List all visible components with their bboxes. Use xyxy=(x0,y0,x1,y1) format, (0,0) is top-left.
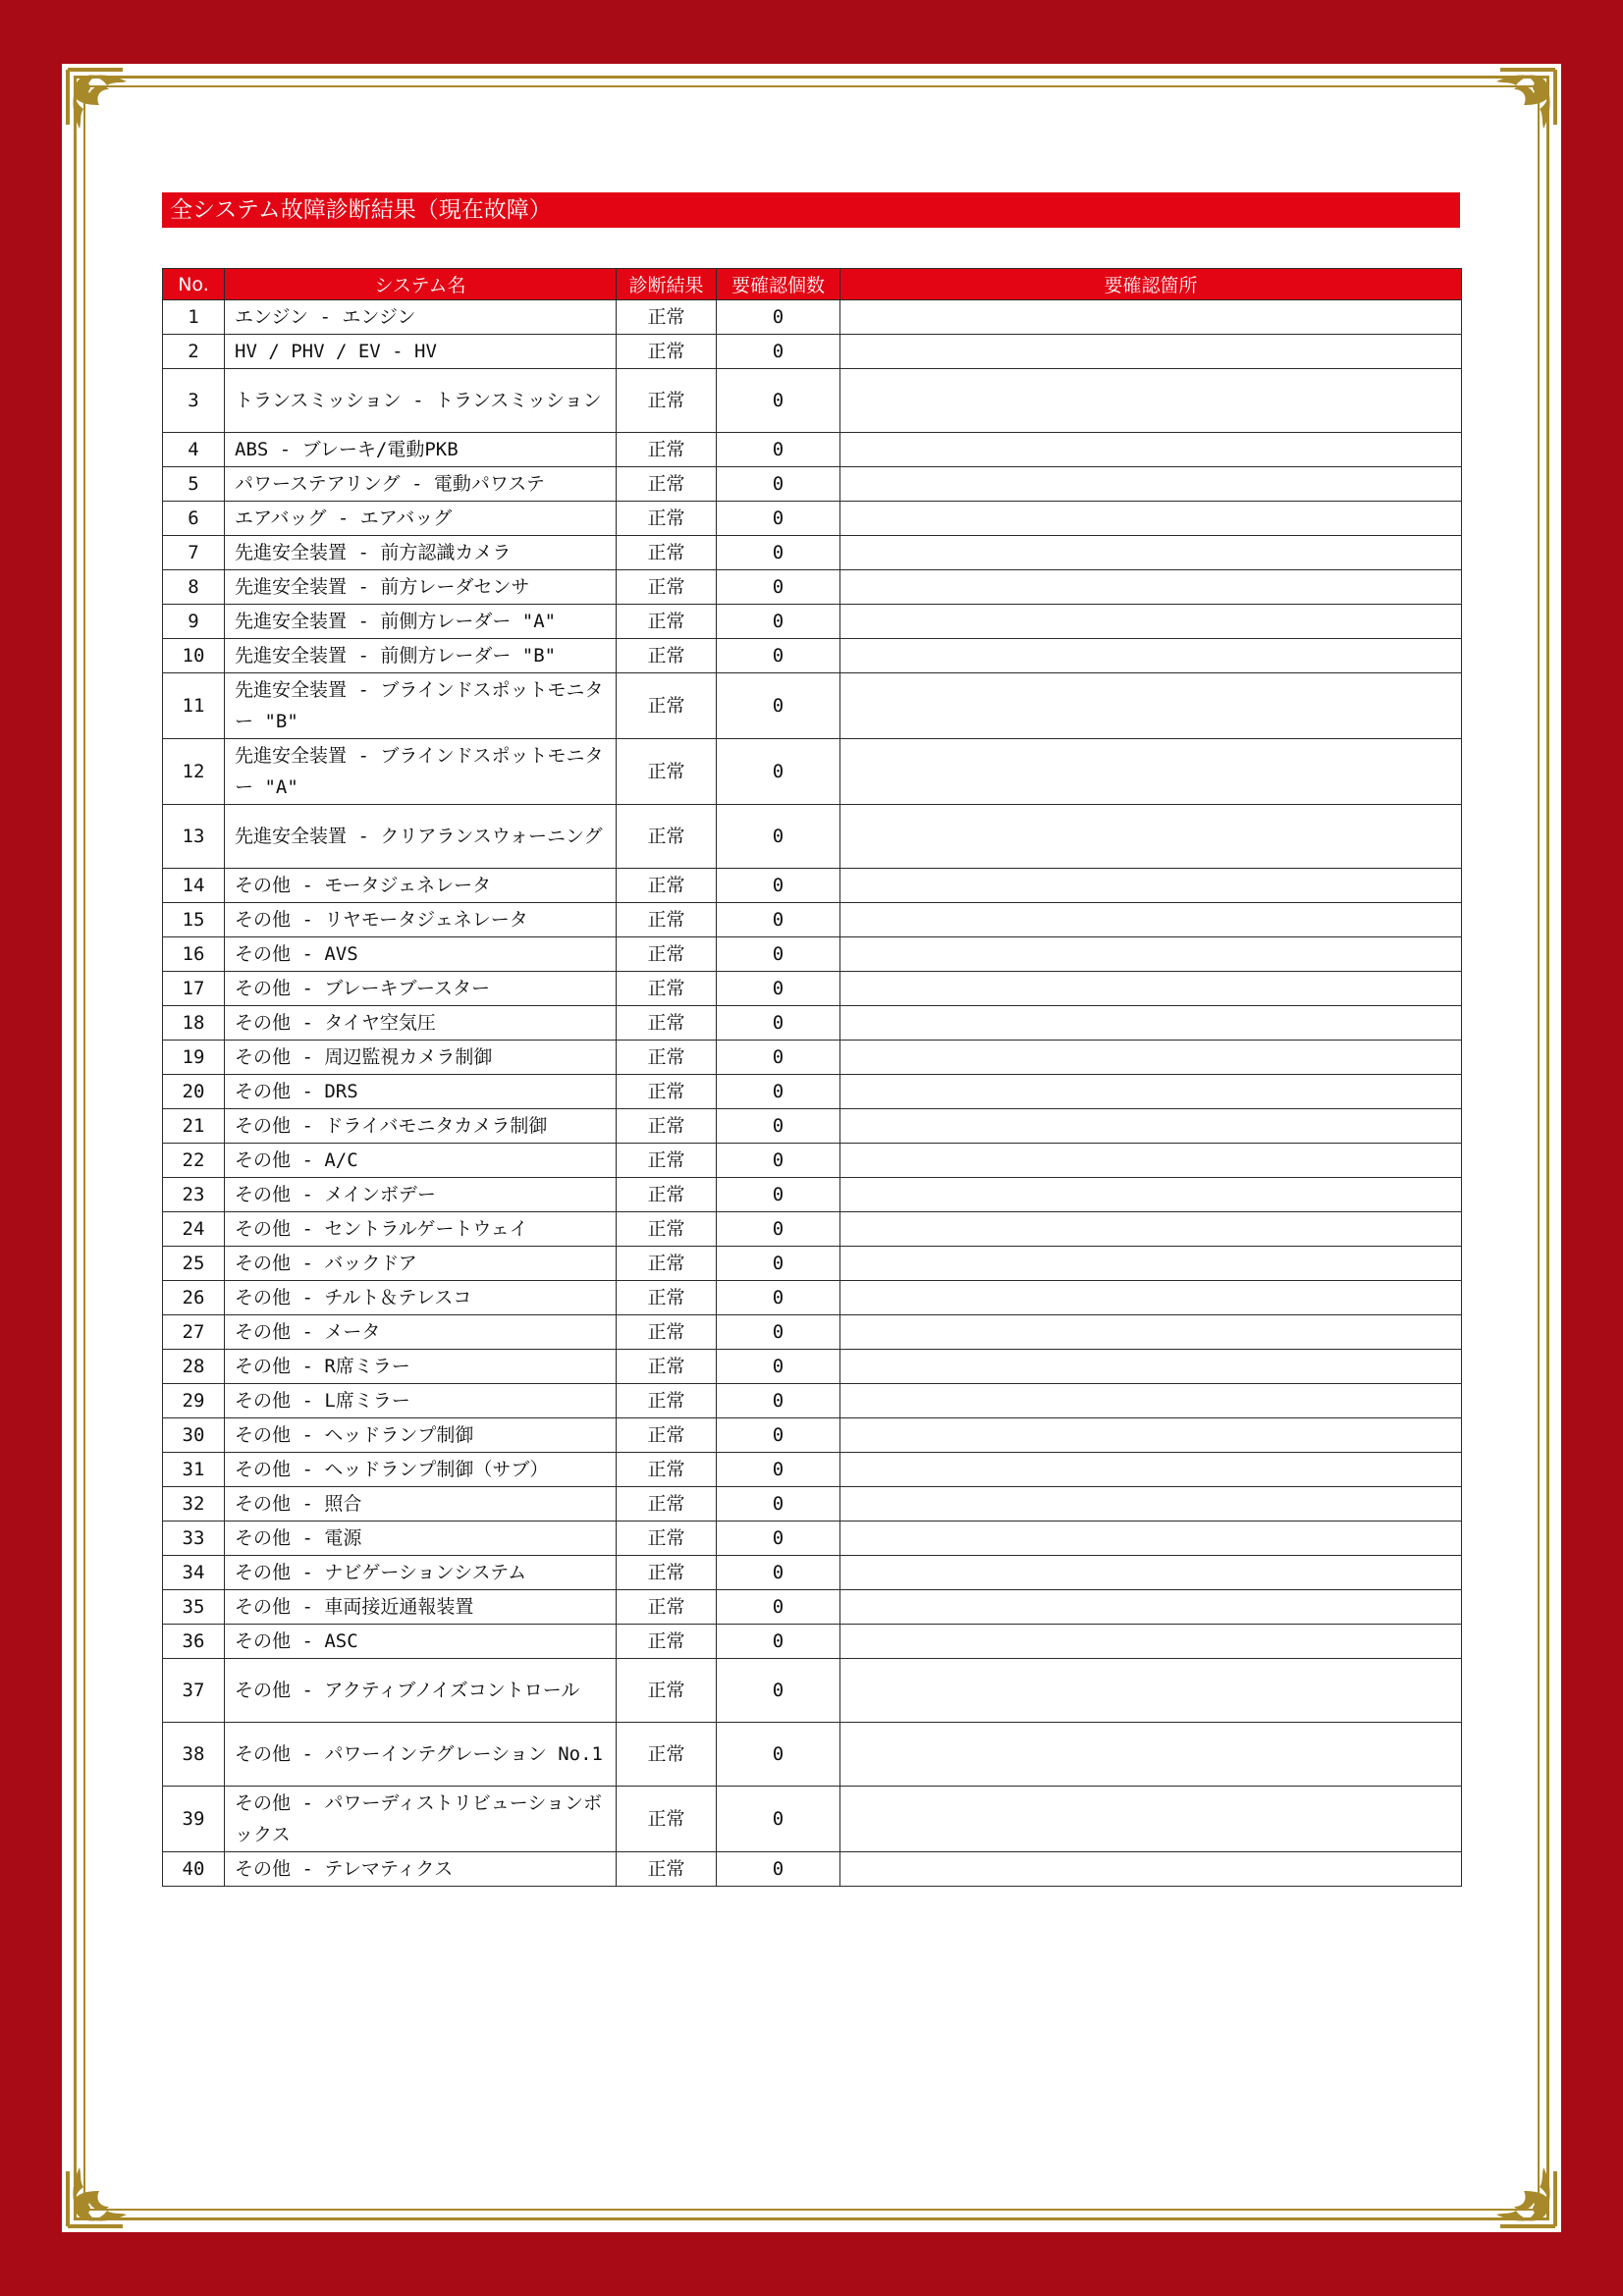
check-count: 0 xyxy=(717,673,840,739)
check-count: 0 xyxy=(717,1522,840,1556)
diagnosis-result: 正常 xyxy=(617,1522,717,1556)
table-row xyxy=(163,1247,1462,1281)
check-count: 0 xyxy=(717,1659,840,1723)
check-location xyxy=(840,1109,1462,1144)
check-count: 0 xyxy=(717,739,840,805)
system-name: その他 - ASC xyxy=(225,1625,617,1659)
check-count: 0 xyxy=(717,1315,840,1350)
check-count: 0 xyxy=(717,1556,840,1590)
row-number: 9 xyxy=(163,605,225,639)
row-number: 34 xyxy=(163,1556,225,1590)
diagnosis-result: 正常 xyxy=(617,1487,717,1522)
check-location xyxy=(840,972,1462,1006)
table-row xyxy=(163,1350,1462,1384)
row-number: 27 xyxy=(163,1315,225,1350)
check-count: 0 xyxy=(717,369,840,433)
table-row xyxy=(163,1659,1462,1723)
diagnosis-result: 正常 xyxy=(617,903,717,937)
check-count: 0 xyxy=(717,639,840,673)
table-row xyxy=(163,467,1462,502)
row-number: 12 xyxy=(163,739,225,805)
row-number: 37 xyxy=(163,1659,225,1723)
check-count: 0 xyxy=(717,502,840,536)
check-count: 0 xyxy=(717,1006,840,1041)
check-location xyxy=(840,1625,1462,1659)
table-row xyxy=(163,1522,1462,1556)
check-location xyxy=(840,536,1462,570)
corner-ornament-icon xyxy=(64,66,158,160)
check-count: 0 xyxy=(717,1281,840,1315)
row-number: 23 xyxy=(163,1178,225,1212)
table-header-row xyxy=(163,269,1462,300)
diagnosis-table xyxy=(162,268,1462,1887)
check-location xyxy=(840,335,1462,369)
diagnosis-result: 正常 xyxy=(617,1315,717,1350)
diagnosis-result: 正常 xyxy=(617,502,717,536)
row-number: 36 xyxy=(163,1625,225,1659)
system-name: パワーステアリング - 電動パワステ xyxy=(225,467,617,502)
table-row xyxy=(163,1625,1462,1659)
check-count: 0 xyxy=(717,1418,840,1453)
system-name: その他 - ヘッドランプ制御 xyxy=(225,1418,617,1453)
diagnosis-result: 正常 xyxy=(617,1109,717,1144)
check-count: 0 xyxy=(717,1212,840,1247)
table-row xyxy=(163,1041,1462,1075)
system-name: エアバッグ - エアバッグ xyxy=(225,502,617,536)
check-count: 0 xyxy=(717,1350,840,1384)
check-location xyxy=(840,1384,1462,1418)
diagnosis-result: 正常 xyxy=(617,673,717,739)
column-header-no: No. xyxy=(163,269,225,300)
diagnosis-result: 正常 xyxy=(617,1041,717,1075)
row-number: 2 xyxy=(163,335,225,369)
check-location xyxy=(840,1723,1462,1787)
check-location xyxy=(840,570,1462,605)
check-location xyxy=(840,1852,1462,1887)
system-name: その他 - モータジェネレータ xyxy=(225,869,617,903)
check-location xyxy=(840,502,1462,536)
row-number: 10 xyxy=(163,639,225,673)
system-name: その他 - A/C xyxy=(225,1144,617,1178)
check-location xyxy=(840,1350,1462,1384)
check-count: 0 xyxy=(717,433,840,467)
diagnosis-result: 正常 xyxy=(617,335,717,369)
table-row xyxy=(163,1315,1462,1350)
system-name: HV / PHV / EV - HV xyxy=(225,335,617,369)
row-number: 16 xyxy=(163,937,225,972)
check-location xyxy=(840,369,1462,433)
table-row xyxy=(163,1384,1462,1418)
diagnosis-result: 正常 xyxy=(617,1144,717,1178)
diagnosis-result: 正常 xyxy=(617,739,717,805)
check-count: 0 xyxy=(717,570,840,605)
system-name: ABS - ブレーキ/電動PKB xyxy=(225,433,617,467)
table-row xyxy=(163,369,1462,433)
table-row xyxy=(163,1487,1462,1522)
system-name: 先進安全装置 - ブラインドスポットモニター "B" xyxy=(225,673,617,739)
table-row xyxy=(163,1590,1462,1625)
system-name: その他 - ヘッドランプ制御（サブ） xyxy=(225,1453,617,1487)
row-number: 35 xyxy=(163,1590,225,1625)
system-name: その他 - パワーディストリビューションボックス xyxy=(225,1787,617,1852)
diagnosis-result: 正常 xyxy=(617,605,717,639)
system-name: 先進安全装置 - 前方レーダセンサ xyxy=(225,570,617,605)
diagnosis-result: 正常 xyxy=(617,467,717,502)
row-number: 21 xyxy=(163,1109,225,1144)
diagnosis-result: 正常 xyxy=(617,1659,717,1723)
check-location xyxy=(840,1487,1462,1522)
row-number: 3 xyxy=(163,369,225,433)
check-location xyxy=(840,1006,1462,1041)
table-row xyxy=(163,805,1462,869)
row-number: 40 xyxy=(163,1852,225,1887)
system-name: その他 - AVS xyxy=(225,937,617,972)
corner-ornament-icon xyxy=(64,2136,158,2230)
check-location xyxy=(840,1247,1462,1281)
table-row xyxy=(163,1006,1462,1041)
check-location xyxy=(840,1453,1462,1487)
check-location xyxy=(840,467,1462,502)
check-location xyxy=(840,1281,1462,1315)
table-row xyxy=(163,502,1462,536)
check-location xyxy=(840,1178,1462,1212)
check-count: 0 xyxy=(717,869,840,903)
diagnosis-result: 正常 xyxy=(617,1006,717,1041)
check-location xyxy=(840,605,1462,639)
check-location xyxy=(840,739,1462,805)
row-number: 39 xyxy=(163,1787,225,1852)
table-row xyxy=(163,1144,1462,1178)
row-number: 28 xyxy=(163,1350,225,1384)
table-row xyxy=(163,570,1462,605)
corner-ornament-icon xyxy=(1465,66,1559,160)
diagnosis-result: 正常 xyxy=(617,570,717,605)
row-number: 24 xyxy=(163,1212,225,1247)
diagnosis-result: 正常 xyxy=(617,869,717,903)
diagnosis-result: 正常 xyxy=(617,937,717,972)
system-name: 先進安全装置 - 前方認識カメラ xyxy=(225,536,617,570)
diagnosis-result: 正常 xyxy=(617,536,717,570)
check-count: 0 xyxy=(717,1075,840,1109)
check-count: 0 xyxy=(717,1109,840,1144)
table-row xyxy=(163,972,1462,1006)
diagnosis-result: 正常 xyxy=(617,805,717,869)
check-count: 0 xyxy=(717,805,840,869)
check-count: 0 xyxy=(717,1144,840,1178)
diagnosis-result: 正常 xyxy=(617,1247,717,1281)
check-count: 0 xyxy=(717,1041,840,1075)
row-number: 38 xyxy=(163,1723,225,1787)
row-number: 13 xyxy=(163,805,225,869)
table-row xyxy=(163,1212,1462,1247)
row-number: 4 xyxy=(163,433,225,467)
report-title: 全システム故障診断結果（現在故障） xyxy=(162,192,1460,228)
system-name: 先進安全装置 - クリアランスウォーニング xyxy=(225,805,617,869)
check-location xyxy=(840,433,1462,467)
table-row xyxy=(163,605,1462,639)
diagnosis-result: 正常 xyxy=(617,1852,717,1887)
table-row xyxy=(163,673,1462,739)
row-number: 31 xyxy=(163,1453,225,1487)
row-number: 6 xyxy=(163,502,225,536)
diagnosis-result: 正常 xyxy=(617,1787,717,1852)
check-location xyxy=(840,1144,1462,1178)
check-count: 0 xyxy=(717,300,840,335)
system-name: その他 - ドライバモニタカメラ制御 xyxy=(225,1109,617,1144)
column-header-system: システム名 xyxy=(225,269,617,300)
check-count: 0 xyxy=(717,1787,840,1852)
row-number: 25 xyxy=(163,1247,225,1281)
check-location xyxy=(840,639,1462,673)
diagnosis-result: 正常 xyxy=(617,1075,717,1109)
diagnosis-result: 正常 xyxy=(617,1384,717,1418)
check-location xyxy=(840,869,1462,903)
row-number: 22 xyxy=(163,1144,225,1178)
table-row xyxy=(163,1852,1462,1887)
check-count: 0 xyxy=(717,1852,840,1887)
system-name: その他 - セントラルゲートウェイ xyxy=(225,1212,617,1247)
system-name: その他 - 車両接近通報装置 xyxy=(225,1590,617,1625)
diagnosis-result: 正常 xyxy=(617,972,717,1006)
table-row xyxy=(163,639,1462,673)
table-row xyxy=(163,1453,1462,1487)
diagnosis-result: 正常 xyxy=(617,1212,717,1247)
table-row xyxy=(163,1556,1462,1590)
table-row xyxy=(163,739,1462,805)
row-number: 5 xyxy=(163,467,225,502)
check-count: 0 xyxy=(717,1590,840,1625)
column-header-location: 要確認箇所 xyxy=(840,269,1462,300)
table-row xyxy=(163,335,1462,369)
diagnosis-result: 正常 xyxy=(617,1723,717,1787)
check-location xyxy=(840,937,1462,972)
system-name: 先進安全装置 - 前側方レーダー "A" xyxy=(225,605,617,639)
row-number: 32 xyxy=(163,1487,225,1522)
column-header-result: 診断結果 xyxy=(617,269,717,300)
table-row xyxy=(163,1281,1462,1315)
diagnosis-result: 正常 xyxy=(617,1350,717,1384)
check-count: 0 xyxy=(717,972,840,1006)
diagnosis-result: 正常 xyxy=(617,1178,717,1212)
row-number: 17 xyxy=(163,972,225,1006)
system-name: その他 - テレマティクス xyxy=(225,1852,617,1887)
check-count: 0 xyxy=(717,1384,840,1418)
table-row xyxy=(163,937,1462,972)
diagnosis-result: 正常 xyxy=(617,300,717,335)
table-row xyxy=(163,433,1462,467)
table-row xyxy=(163,536,1462,570)
check-count: 0 xyxy=(717,1487,840,1522)
check-count: 0 xyxy=(717,903,840,937)
row-number: 15 xyxy=(163,903,225,937)
diagnosis-result: 正常 xyxy=(617,369,717,433)
row-number: 18 xyxy=(163,1006,225,1041)
check-location xyxy=(840,1315,1462,1350)
row-number: 26 xyxy=(163,1281,225,1315)
system-name: その他 - ブレーキブースター xyxy=(225,972,617,1006)
table-row xyxy=(163,300,1462,335)
table-row xyxy=(163,869,1462,903)
diagnosis-result: 正常 xyxy=(617,1418,717,1453)
check-location xyxy=(840,1041,1462,1075)
table-row xyxy=(163,903,1462,937)
system-name: その他 - 電源 xyxy=(225,1522,617,1556)
corner-ornament-icon xyxy=(1465,2136,1559,2230)
system-name: エンジン - エンジン xyxy=(225,300,617,335)
system-name: トランスミッション - トランスミッション xyxy=(225,369,617,433)
row-number: 11 xyxy=(163,673,225,739)
diagnosis-result: 正常 xyxy=(617,639,717,673)
check-location xyxy=(840,1590,1462,1625)
system-name: その他 - アクティブノイズコントロール xyxy=(225,1659,617,1723)
system-name: その他 - メータ xyxy=(225,1315,617,1350)
check-location xyxy=(840,1418,1462,1453)
system-name: その他 - ナビゲーションシステム xyxy=(225,1556,617,1590)
system-name: その他 - チルト＆テレスコ xyxy=(225,1281,617,1315)
check-location xyxy=(840,1212,1462,1247)
row-number: 29 xyxy=(163,1384,225,1418)
diagnosis-result: 正常 xyxy=(617,1625,717,1659)
system-name: 先進安全装置 - ブラインドスポットモニター "A" xyxy=(225,739,617,805)
check-count: 0 xyxy=(717,1453,840,1487)
system-name: その他 - DRS xyxy=(225,1075,617,1109)
table-row xyxy=(163,1178,1462,1212)
check-count: 0 xyxy=(717,1723,840,1787)
check-count: 0 xyxy=(717,1178,840,1212)
system-name: その他 - 照合 xyxy=(225,1487,617,1522)
row-number: 30 xyxy=(163,1418,225,1453)
table-body xyxy=(163,300,1462,1887)
table-row xyxy=(163,1075,1462,1109)
check-count: 0 xyxy=(717,467,840,502)
table-row xyxy=(163,1723,1462,1787)
diagnosis-result: 正常 xyxy=(617,1453,717,1487)
check-count: 0 xyxy=(717,536,840,570)
check-location xyxy=(840,1075,1462,1109)
check-location xyxy=(840,300,1462,335)
system-name: 先進安全装置 - 前側方レーダー "B" xyxy=(225,639,617,673)
check-location xyxy=(840,673,1462,739)
check-location xyxy=(840,805,1462,869)
system-name: その他 - タイヤ空気圧 xyxy=(225,1006,617,1041)
column-header-count: 要確認個数 xyxy=(717,269,840,300)
diagnosis-result: 正常 xyxy=(617,1590,717,1625)
check-count: 0 xyxy=(717,1247,840,1281)
check-location xyxy=(840,1787,1462,1852)
row-number: 33 xyxy=(163,1522,225,1556)
check-location xyxy=(840,1659,1462,1723)
row-number: 1 xyxy=(163,300,225,335)
row-number: 20 xyxy=(163,1075,225,1109)
diagnosis-result: 正常 xyxy=(617,433,717,467)
system-name: その他 - 周辺監視カメラ制御 xyxy=(225,1041,617,1075)
table-row xyxy=(163,1787,1462,1852)
diagnosis-result: 正常 xyxy=(617,1556,717,1590)
system-name: その他 - リヤモータジェネレータ xyxy=(225,903,617,937)
check-location xyxy=(840,1522,1462,1556)
row-number: 7 xyxy=(163,536,225,570)
row-number: 19 xyxy=(163,1041,225,1075)
check-location xyxy=(840,903,1462,937)
check-count: 0 xyxy=(717,937,840,972)
table-row xyxy=(163,1109,1462,1144)
row-number: 14 xyxy=(163,869,225,903)
check-count: 0 xyxy=(717,605,840,639)
system-name: その他 - バックドア xyxy=(225,1247,617,1281)
system-name: その他 - メインボデー xyxy=(225,1178,617,1212)
system-name: その他 - L席ミラー xyxy=(225,1384,617,1418)
check-count: 0 xyxy=(717,335,840,369)
diagnosis-result: 正常 xyxy=(617,1281,717,1315)
check-count: 0 xyxy=(717,1625,840,1659)
check-location xyxy=(840,1556,1462,1590)
system-name: その他 - R席ミラー xyxy=(225,1350,617,1384)
system-name: その他 - パワーインテグレーション No.1 xyxy=(225,1723,617,1787)
table-row xyxy=(163,1418,1462,1453)
row-number: 8 xyxy=(163,570,225,605)
